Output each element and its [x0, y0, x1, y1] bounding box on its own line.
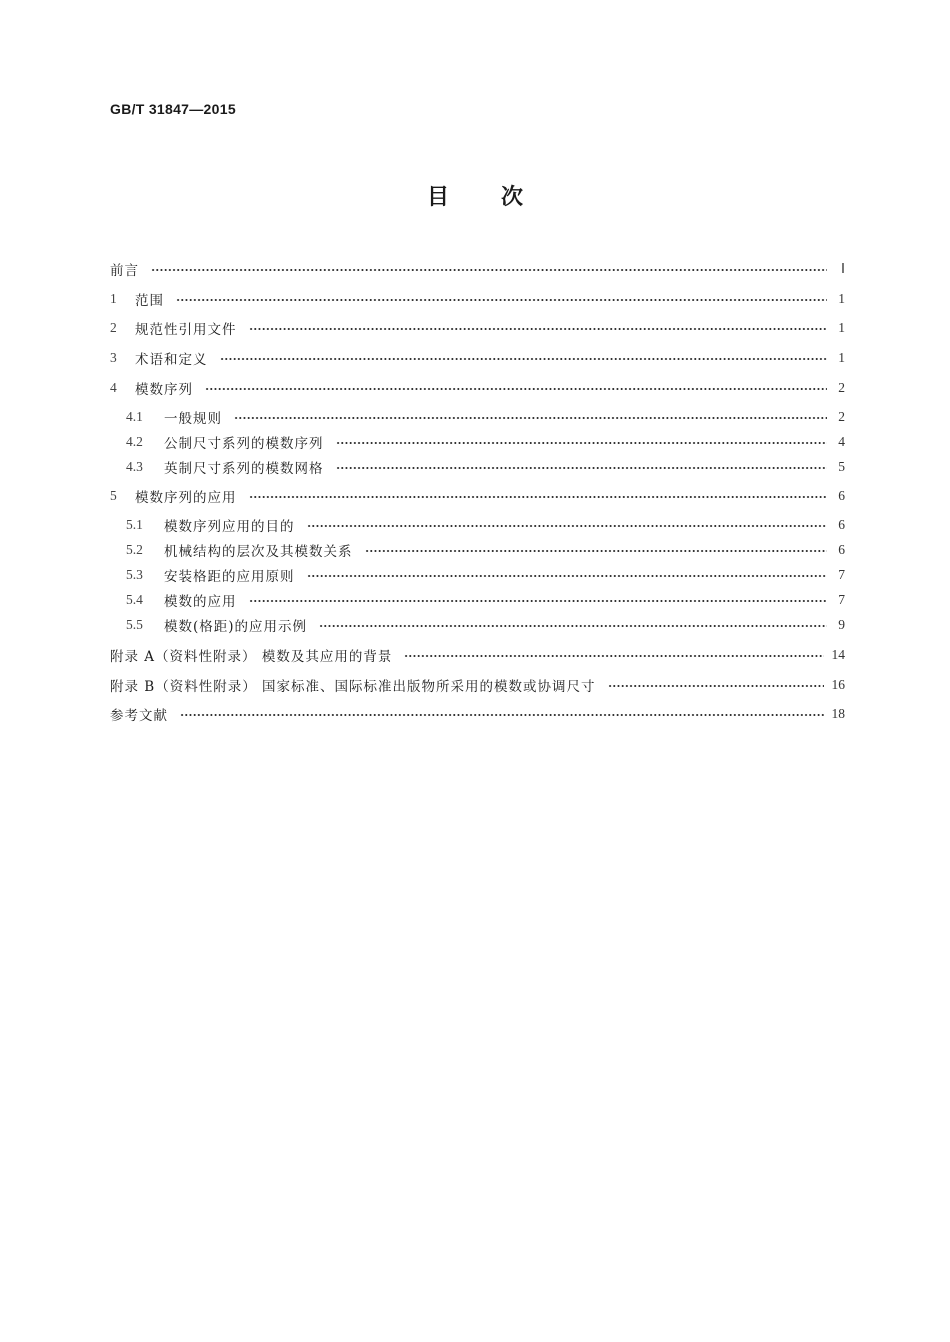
toc-entry-label: 英制尺寸系列的模数网格 — [164, 461, 324, 477]
toc-entry-label: 机械结构的层次及其模数关系 — [164, 544, 353, 560]
toc-entry-page: 7 — [838, 567, 845, 582]
dot-leader — [249, 496, 828, 498]
toc-entry-label: 公制尺寸系列的模数序列 — [164, 436, 324, 452]
toc-entry-label: 安装格距的应用原则 — [164, 569, 295, 585]
toc-entry-label: 模数序列的应用 — [135, 490, 237, 506]
dot-leader — [404, 655, 823, 657]
dot-leader — [176, 299, 827, 301]
dot-leader — [608, 685, 824, 687]
toc-entry-appendix-a[interactable] — [110, 644, 845, 666]
toc-entry-number: 4.1 — [126, 409, 143, 424]
dot-leader — [307, 575, 828, 577]
toc-entry-page: 1 — [838, 291, 845, 306]
toc-entry-number: 5.3 — [126, 567, 143, 582]
toc-entry-label: 参考文献 — [110, 708, 168, 724]
toc-entry-page: 5 — [838, 459, 845, 474]
dot-leader — [205, 388, 827, 390]
toc-entry-label: 规范性引用文件 — [135, 322, 237, 338]
toc-entry-label: 模数(格距)的应用示例 — [164, 619, 308, 635]
toc-entry-page: 9 — [838, 617, 845, 632]
toc-entry-4-2[interactable] — [126, 431, 845, 453]
toc-entry-number: 5.1 — [126, 517, 143, 532]
dot-leader — [336, 467, 828, 469]
toc-entry-label: 术语和定义 — [135, 352, 208, 368]
toc-entry-page: 18 — [831, 706, 845, 721]
toc-entry-references[interactable] — [110, 703, 845, 725]
toc-entry-number: 4 — [110, 380, 117, 395]
dot-leader — [249, 328, 828, 330]
title-char-2: 次 — [501, 185, 524, 210]
page-title — [0, 180, 950, 211]
toc-entry-label: 前言 — [110, 263, 139, 279]
toc-entry-5[interactable] — [110, 485, 845, 507]
toc-entry-4-1[interactable] — [126, 406, 845, 428]
toc-entry-1[interactable] — [110, 288, 845, 310]
toc-entry-page: 2 — [838, 380, 845, 395]
title-char-1: 目 — [426, 185, 449, 210]
toc-entry-page: 16 — [831, 677, 845, 692]
toc-entry-number: 2 — [110, 320, 117, 335]
toc-entry-5-4[interactable] — [126, 589, 845, 611]
toc-entry-page: Ⅰ — [841, 261, 845, 276]
toc-entry-number: 5.5 — [126, 617, 143, 632]
toc-entry-number: 4.2 — [126, 434, 143, 449]
dot-leader — [336, 442, 828, 444]
toc-entry-number: 4.3 — [126, 459, 143, 474]
dot-leader — [249, 600, 828, 602]
dot-leader — [180, 714, 824, 716]
dot-leader — [365, 550, 828, 552]
toc-entry-5-3[interactable] — [126, 564, 845, 586]
toc-entry-4-3[interactable] — [126, 456, 845, 478]
dot-leader — [234, 417, 827, 419]
toc-entry-5-1[interactable] — [126, 514, 845, 536]
toc-entry-number: 5 — [110, 488, 117, 503]
toc-entry-number: 1 — [110, 291, 117, 306]
toc-entry-page: 6 — [838, 517, 845, 532]
toc-entry-number: 3 — [110, 350, 117, 365]
toc-entry-label: 附录 A（资料性附录） 模数及其应用的背景 — [110, 649, 393, 665]
toc-entry-page: 4 — [838, 434, 845, 449]
toc-entry-label: 模数的应用 — [164, 594, 237, 610]
standard-code: GB/T 31847—2015 — [110, 101, 236, 117]
dot-leader — [220, 358, 828, 360]
dot-leader — [151, 269, 827, 271]
toc-entry-page: 1 — [838, 350, 845, 365]
toc-entry-page: 6 — [838, 542, 845, 557]
toc-entry-label: 模数序列应用的目的 — [164, 519, 295, 535]
toc-entry-page: 2 — [838, 409, 845, 424]
toc-entry-page: 6 — [838, 488, 845, 503]
toc-entry-foreword[interactable] — [110, 258, 845, 280]
toc-entry-label: 一般规则 — [164, 411, 222, 427]
toc-entry-appendix-b[interactable] — [110, 674, 845, 696]
toc-entry-page: 1 — [838, 320, 845, 335]
toc-entry-3[interactable] — [110, 347, 845, 369]
toc-entry-4[interactable] — [110, 377, 845, 399]
toc-entry-5-5[interactable] — [126, 614, 845, 636]
toc-entry-label: 模数序列 — [135, 382, 193, 398]
toc-entry-label: 范围 — [135, 293, 164, 309]
toc-entry-5-2[interactable] — [126, 539, 845, 561]
toc-entry-number: 5.4 — [126, 592, 143, 607]
toc-entry-page: 7 — [838, 592, 845, 607]
toc-entry-page: 14 — [831, 647, 845, 662]
dot-leader — [319, 625, 827, 627]
dot-leader — [307, 525, 828, 527]
toc-entry-2[interactable] — [110, 317, 845, 339]
toc-entry-label: 附录 B（资料性附录） 国家标准、国际标准出版物所采用的模数或协调尺寸 — [110, 679, 596, 695]
toc-entry-number: 5.2 — [126, 542, 143, 557]
